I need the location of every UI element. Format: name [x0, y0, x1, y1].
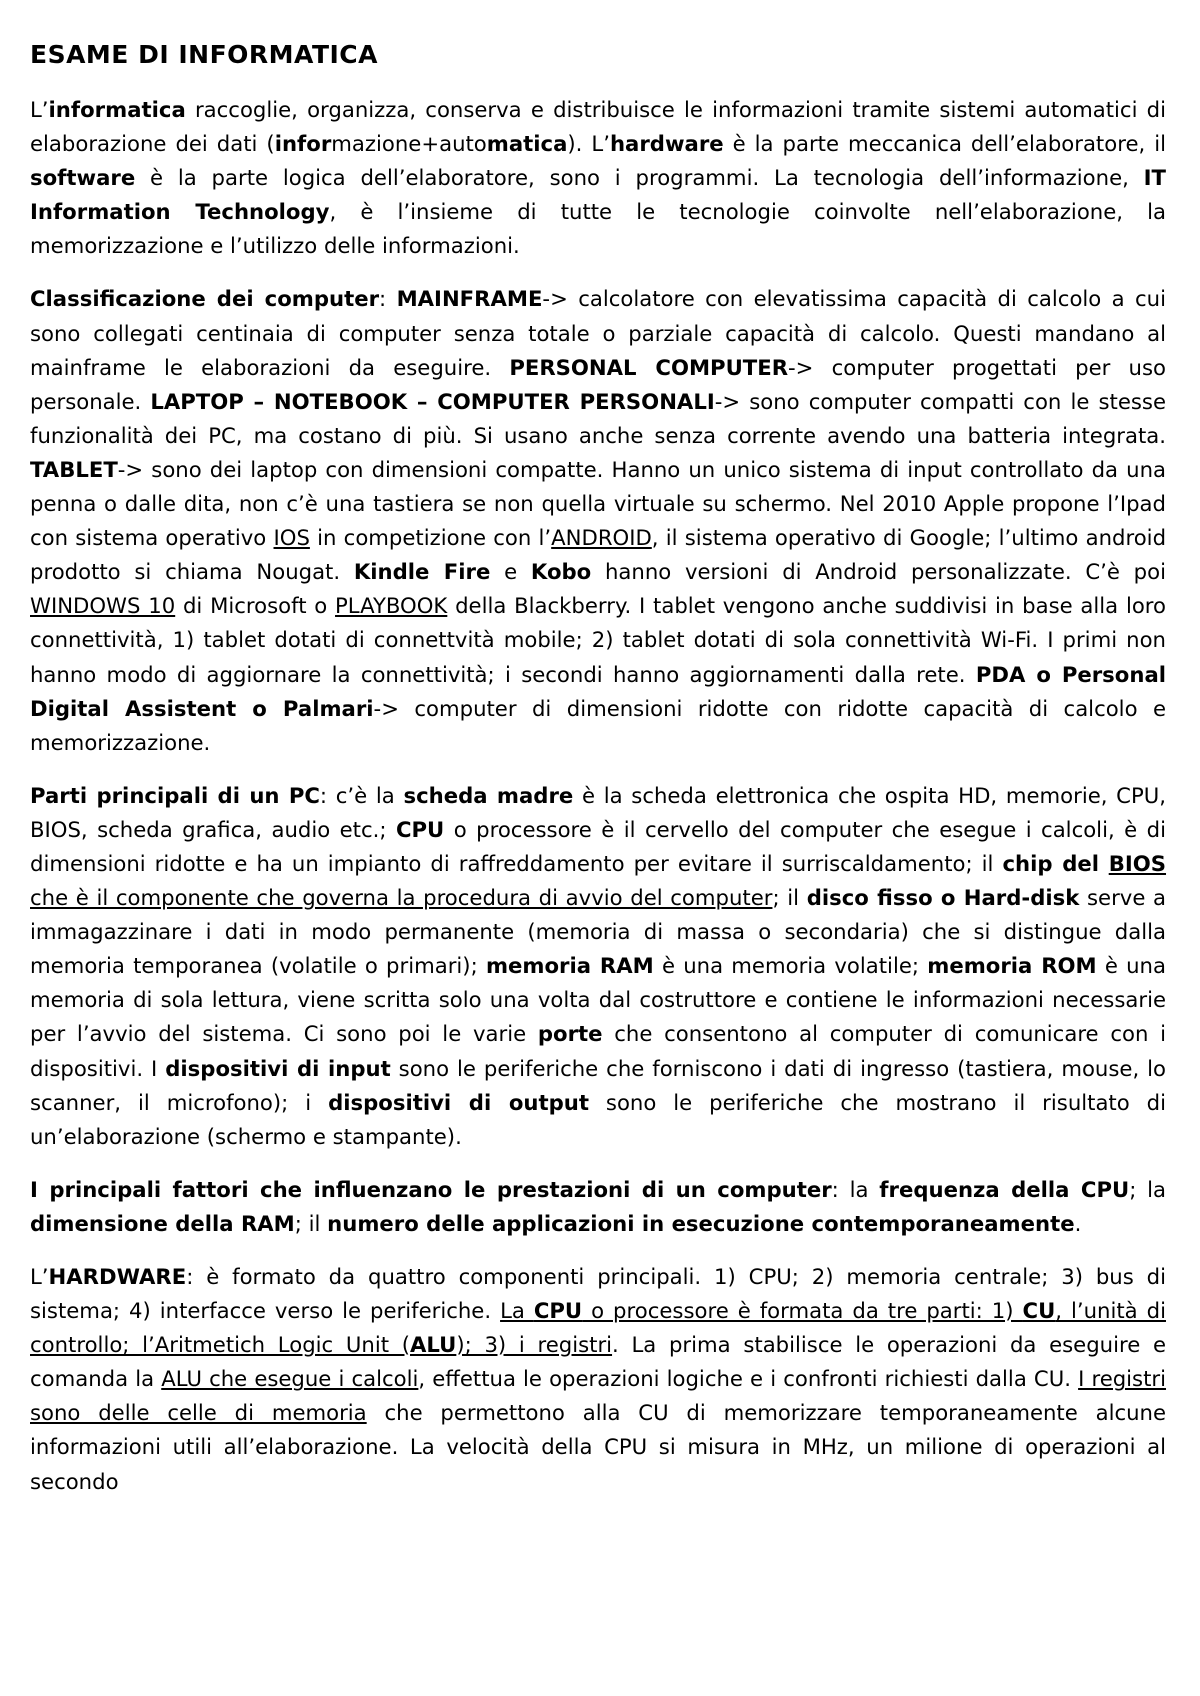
bold-text: HARDWARE — [48, 1264, 187, 1289]
text-run: è una memoria di sola lettura, viene scritta solo una volta dal costruttore e contiene le informazioni necessarie per l’avvio del sistema. Ci sono poi le varie — [30, 953, 1166, 1047]
bold-text: memoria ROM — [927, 953, 1097, 979]
text-run: ; il — [294, 1210, 328, 1236]
text-run: sono le periferiche che forniscono i dati di ingresso (tastiera, mouse, lo scanner, il microfono); i — [30, 1055, 1166, 1115]
text-run: serve a immagazzinare i dati in modo permanente (memoria di massa o secondaria) che si distingue dalla memoria temporanea (volatile o primari); — [30, 885, 1166, 979]
bold-text: Kobo — [530, 559, 592, 585]
text-run: ; il — [772, 885, 807, 911]
underlined-text: ALU che esegue i calcoli — [161, 1366, 419, 1392]
text-run: L’ — [30, 1264, 49, 1289]
text-run: -> computer di dimensioni ridotte con ridotte capacità di calcolo e memorizzazione. — [30, 695, 1166, 755]
bold-text: disco fisso o Hard-disk — [806, 885, 1080, 911]
text-run: di Microsoft o — [175, 593, 336, 619]
bold-text: PDA o Personal Digital Assistent o Palmari — [30, 661, 1166, 721]
text-run: mazione+auto — [331, 131, 487, 157]
underlined-text: I registri sono delle celle di memoria — [30, 1366, 1167, 1426]
text-run: , effettua le operazioni logiche e i confronti richiesti dalla CU. — [418, 1366, 1079, 1392]
underlined-text: che è il componente che governa la procedura di avvio del computer — [30, 885, 773, 911]
text-run: . La prima stabilisce le operazioni da eseguire e comanda la — [30, 1332, 1166, 1392]
text-run: L’ — [30, 97, 49, 122]
bold-text: chip del — [1002, 850, 1109, 876]
bold-text: ALU — [409, 1332, 457, 1358]
text-run: -> calcolatore con elevatissima capacità di calcolo a cui sono collegati centinaia di computer senza totale o parziale capacità di calcolo. Questi mandano al mainframe le elaborazioni da eseguire. — [30, 286, 1167, 380]
bold-text: CPU — [395, 816, 445, 842]
text-run: . — [1074, 1210, 1082, 1236]
underlined-text: ); 3) i registri — [456, 1332, 613, 1358]
text-run: -> sono dei laptop con dimensioni compatte. Hanno un unico sistema di input controllato da una penna o dalle dita, non c’è una tastiera se non quella virtuale su schermo. Nel 2010 Apple propone l’Ipad con sistema operativo — [30, 456, 1166, 551]
bold-text: dispositivi di input — [165, 1055, 391, 1081]
bold-text: TABLET — [30, 456, 118, 482]
bold-text: Classificazione dei computer — [30, 286, 380, 312]
document-title: ESAME DI INFORMATICA — [30, 40, 378, 69]
bold-text: scheda madre — [403, 782, 574, 808]
bold-text: porte — [537, 1021, 603, 1047]
text-run: : la — [831, 1176, 880, 1202]
text-run: è una memoria volatile; — [653, 953, 928, 979]
text-run: , è l’insieme di tutte le tecnologie coinvolte nell’elaborazione, la memorizzazione e l’utilizzo delle informazioni. — [30, 199, 1166, 259]
underlined-text: PLAYBOOK — [335, 593, 448, 619]
bold-text: LAPTOP – NOTEBOOK – COMPUTER PERSONALI — [150, 388, 715, 414]
bold-text: PERSONAL COMPUTER — [509, 354, 789, 380]
paragraph — [30, 1173, 1166, 1241]
paragraph — [30, 93, 1166, 263]
bold-text: software — [30, 165, 136, 191]
text-run: raccoglie, organizza, conserva e distribuisce le informazioni tramite sistemi automatici di elaborazione dei dati ( — [30, 97, 1166, 157]
text-run: è la scheda elettronica che ospita HD, memorie, CPU, BIOS, scheda grafica, audio etc.; — [30, 782, 1166, 842]
bold-text: matica — [486, 131, 568, 157]
underlined-text: o processore è formata da tre parti: 1) — [582, 1298, 1023, 1324]
text-run: -> sono computer compatti con le stesse funzionalità dei PC, ma costano di più. Si usano anche senza corrente avendo una batteria integrata. — [30, 388, 1166, 448]
paragraph — [30, 1260, 1166, 1499]
text-run: è la parte logica dell’elaboratore, sono i programmi. La tecnologia dell’informazione, — [135, 165, 1144, 191]
bold-text: I principali fattori che influenzano le prestazioni di un computer — [30, 1176, 832, 1202]
bold-text: CU — [1022, 1298, 1056, 1324]
bold-text: BIOS — [1108, 850, 1167, 876]
text-run: -> computer progettati per uso personale. — [30, 354, 1166, 414]
bold-text: infor — [274, 131, 332, 157]
text-run: : — [379, 286, 397, 312]
bold-text: frequenza della CPU — [879, 1176, 1130, 1202]
text-run: che consentono al computer di comunicare con i dispositivi. I — [30, 1021, 1167, 1081]
bold-text: Parti principali di un PC — [30, 782, 320, 808]
text-run: : è formato da quattro componenti principali. 1) CPU; 2) memoria centrale; 3) bus di sistema; 4) interfacce verso le periferiche. — [30, 1264, 1166, 1324]
bold-text: MAINFRAME — [396, 286, 543, 312]
underlined-text: ANDROID — [551, 525, 652, 551]
paragraph — [30, 779, 1166, 1154]
text-run: : c’è la — [319, 782, 404, 808]
underlined-text: IOS — [273, 525, 310, 551]
document-body — [30, 93, 1166, 1499]
paragraph — [30, 282, 1166, 759]
text-run: o processore è il cervello del computer che esegue i calcoli, è di dimensioni ridotte e ha un impianto di raffreddamento per evitare il surriscaldamento; il — [30, 816, 1166, 876]
text-run: è la parte meccanica dell’elaboratore, il — [723, 131, 1166, 157]
text-run: hanno versioni di Android personalizzate. C’è poi — [591, 559, 1166, 585]
text-run: della Blackberry. I tablet vengono anche suddivisi in base alla loro connettività, 1) tablet dotati di connettvità mobile; 2) tablet dotati di sola connettività Wi-Fi. I primi non hanno modo di aggiornare la connettività; i secondi hanno aggiornamenti dalla rete. — [30, 593, 1166, 687]
bold-text: hardware — [609, 131, 724, 157]
bold-text: dispositivi di output — [328, 1089, 589, 1115]
text-run: e — [490, 559, 531, 585]
underlined-text: , l’unità di controllo; l’Aritmetich Logic Unit ( — [30, 1298, 1166, 1358]
text-run: in competizione con l’ — [309, 525, 552, 551]
bold-text: numero delle applicazioni in esecuzione contemporaneamente — [327, 1210, 1075, 1236]
text-run: ; la — [1129, 1176, 1166, 1202]
text-run: che permettono alla CU di memorizzare temporaneamente alcune informazioni utili all’elaborazione. La velocità della CPU si misura in MHz, un milione di operazioni al secondo — [30, 1400, 1166, 1494]
bold-text: IT Information Technology — [30, 165, 1166, 225]
bold-text: CPU — [533, 1298, 583, 1324]
underlined-text: La — [500, 1298, 534, 1324]
bold-text: dimensione della RAM — [30, 1210, 295, 1236]
underlined-text: WINDOWS 10 — [30, 593, 176, 619]
bold-text: memoria RAM — [485, 953, 654, 979]
text-run: sono le periferiche che mostrano il risultato di un’elaborazione (schermo e stampante). — [30, 1089, 1166, 1149]
text-run: ). L’ — [567, 131, 610, 157]
text-run: , il sistema operativo di Google; l’ultimo android prodotto si chiama Nougat. — [30, 525, 1167, 585]
bold-text: informatica — [48, 97, 186, 122]
bold-text: Kindle Fire — [353, 559, 491, 585]
